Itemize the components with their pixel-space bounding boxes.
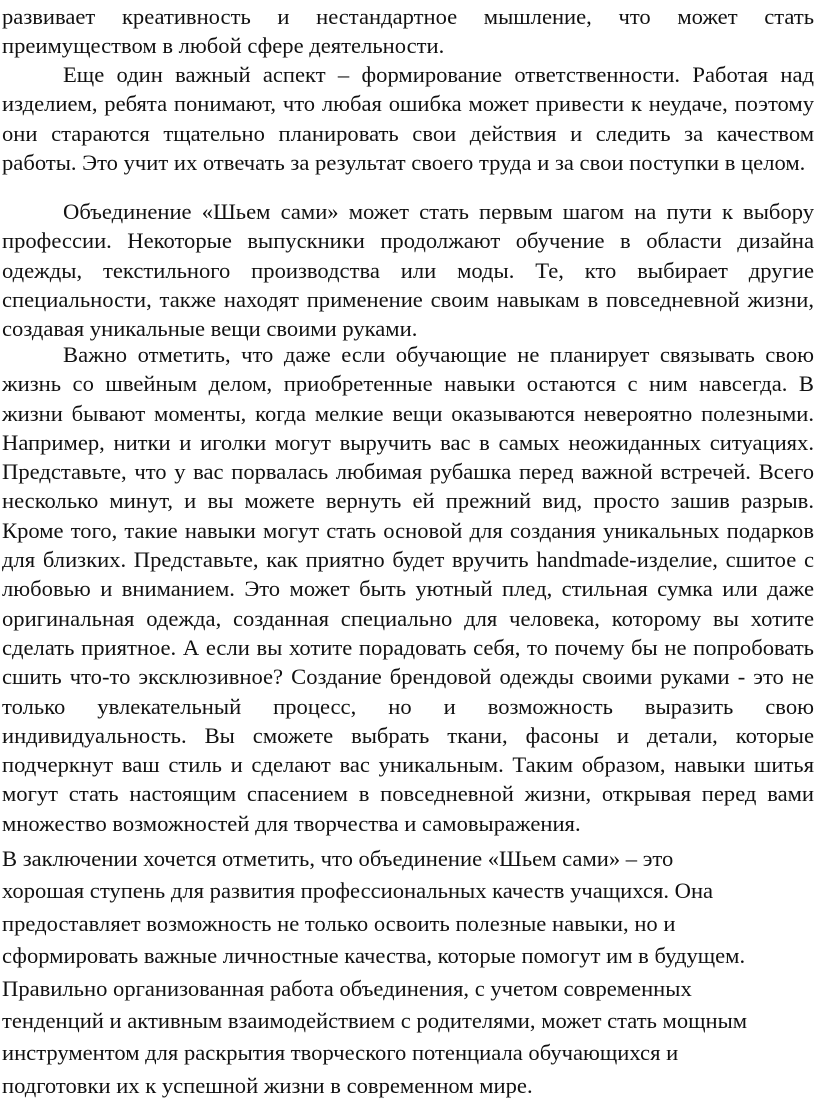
conclusion-line: В заключении хочется отметить, что объединение «Шьем сами» – это	[2, 846, 674, 871]
conclusion-paragraph	[2, 843, 814, 1102]
paragraph-continuation: развивает креативность и нестандартное мышление, что может стать преимуществом в любой сфере деятельности.	[2, 4, 814, 59]
paragraph-block-2	[2, 60, 814, 177]
conclusion-line: сформировать важные личностные качества, которые помогут им в будущем.	[2, 943, 746, 969]
paragraph-responsibility: Еще один важный аспект – формирование ответственности. Работая над изделием, ребята понимают, что любая ошибка может привести к неудаче, поэтому они стараются тщательно планировать свои действия и следить за качеством работы. Это учит их отвечать за результат своего труда и за свои поступки в целом.	[2, 62, 814, 175]
conclusion-line: инструментом для раскрытия творческого потенциала обучающихся и	[2, 1040, 679, 1066]
paragraph-block-4	[2, 340, 814, 838]
conclusion-line: подготовки их к успешной жизни в современном мире.	[2, 1072, 533, 1098]
conclusion-line: тенденций и активным взаимодействием с родителями, может стать мощным	[2, 1008, 748, 1034]
conclusion-line: Правильно организованная работа объединения, с учетом современных	[2, 975, 692, 1001]
conclusion-line: хорошая ступень для развития профессиональных качеств учащихся. Она	[2, 878, 714, 904]
paragraph-block-3	[2, 197, 814, 343]
paragraph-profession: Объединение «Шьем сами» может стать первым шагом на пути к выбору профессии. Некоторые выпускники продолжают обучение в области дизайна одежды, текстильного производства или моды. Те, кто выбирает другие специальности, также находят применение своим навыкам в повседневной жизни, создавая уникальные вещи своими руками.	[2, 199, 814, 342]
paragraph-block-1	[2, 2, 814, 61]
paragraph-skills: Важно отметить, что даже если обучающие не планирует связывать свою жизнь со швейным делом, приобретенные навыки остаются с ним навсегда. В жизни бывают моменты, когда мелкие вещи оказываются невероятно полезными. Например, нитки и иголки могут выручить вас в самых неожиданных ситуациях. Представьте, что у вас порвалась любимая рубашка перед важной встречей. Всего несколько минут, и вы можете вернуть ей прежний вид, просто зашив разрыв. Кроме того, такие навыки могут стать основой для создания уникальных подарков для близких. Представьте, как приятно будет вручить handmade-изделие, сшитое с любовью и вниманием. Это может быть уютный плед, стильная сумка или даже оригинальная одежда, созданная специально для человека, которому вы хотите сделать приятное. А если вы хотите порадовать себя, то почему бы не попробовать сшить что-то эксклюзивное? Создание брендовой одежды своими руками - это не только увлекательный процесс, но и возможность выразить свою индивидуальность. Вы сможете выбрать ткани, фасоны и детали, которые подчеркнут ваш стиль и сделают вас уникальным. Таким образом, навыки шитья могут стать настоящим спасением в повседневной жизни, открывая перед вами множество возможностей для творчества и самовыражения.	[2, 342, 814, 836]
conclusion-line: предоставляет возможность не только освоить полезные навыки, но и	[2, 910, 676, 936]
